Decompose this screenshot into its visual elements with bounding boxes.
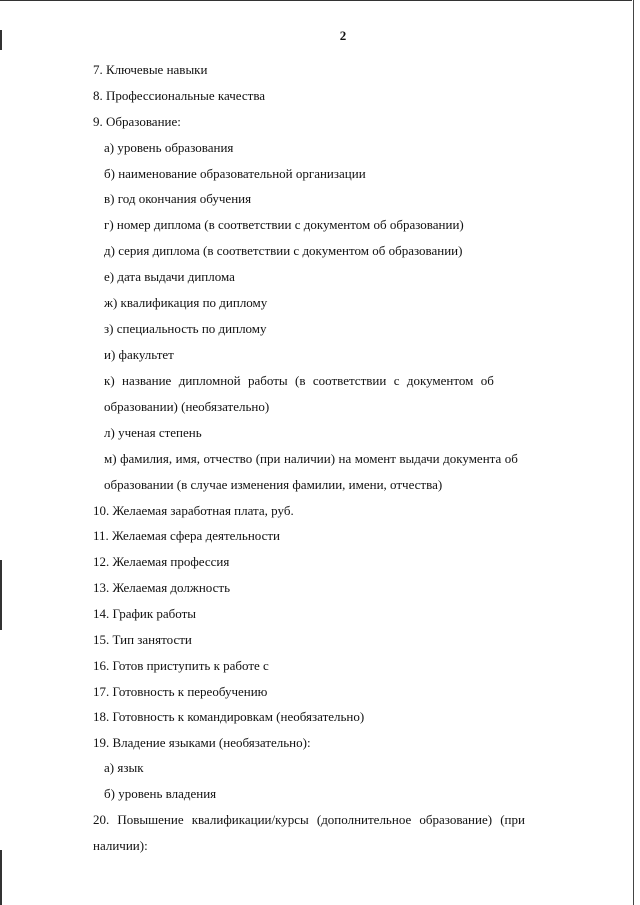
text-line: 19. Владение языками (необязательно): (93, 735, 311, 750)
text-line: 13. Желаемая должность (93, 580, 230, 595)
text-line: б) уровень владения (104, 786, 217, 801)
text-line: к) название дипломной работы (в соответствии с документом об (104, 373, 494, 388)
text-line: 15. Тип занятости (93, 632, 192, 647)
text-line: 18. Готовность к командировкам (необязательно) (93, 709, 365, 724)
text-line: образовании (в случае изменения фамилии, имени, отчества) (104, 477, 443, 492)
text-line: а) уровень образования (104, 140, 234, 155)
text-line: образовании) (необязательно) (104, 399, 270, 414)
text-line: 12. Желаемая профессия (93, 554, 230, 569)
text-line: е) дата выдачи диплома (104, 269, 235, 284)
text-line: б) наименование образовательной организации (104, 166, 366, 181)
text-line: 14. График работы (93, 606, 197, 621)
text-line: наличии): (93, 838, 148, 853)
text-line: 10. Желаемая заработная плата, руб. (93, 503, 294, 518)
text-line: з) специальность по диплому (104, 321, 267, 336)
text-line: 11. Желаемая сфера деятельности (93, 528, 281, 543)
text-line: ж) квалификация по диплому (104, 295, 268, 310)
text-line: в) год окончания обучения (104, 191, 252, 206)
text-line: а) язык (104, 760, 144, 775)
text-line: м) фамилия, имя, отчество (при наличии) на момент выдачи документа об (104, 451, 518, 466)
text-line: 9. Образование: (93, 114, 181, 129)
text-line: г) номер диплома (в соответствии с документом об образовании) (104, 217, 464, 232)
text-line: д) серия диплома (в соответствии с документом об образовании) (104, 243, 463, 258)
page-number: 2 (339, 28, 347, 43)
text-line: 20. Повышение квалификации/курсы (дополнительное образование) (при (93, 812, 525, 827)
text-line: 8. Профессиональные качества (93, 88, 266, 103)
text-line: 16. Готов приступить к работе с (93, 658, 269, 673)
text-line: л) ученая степень (104, 425, 202, 440)
text-line: 17. Готовность к переобучению (93, 684, 268, 699)
text-line: и) факультет (104, 347, 174, 362)
text-line: 7. Ключевые навыки (93, 62, 208, 77)
